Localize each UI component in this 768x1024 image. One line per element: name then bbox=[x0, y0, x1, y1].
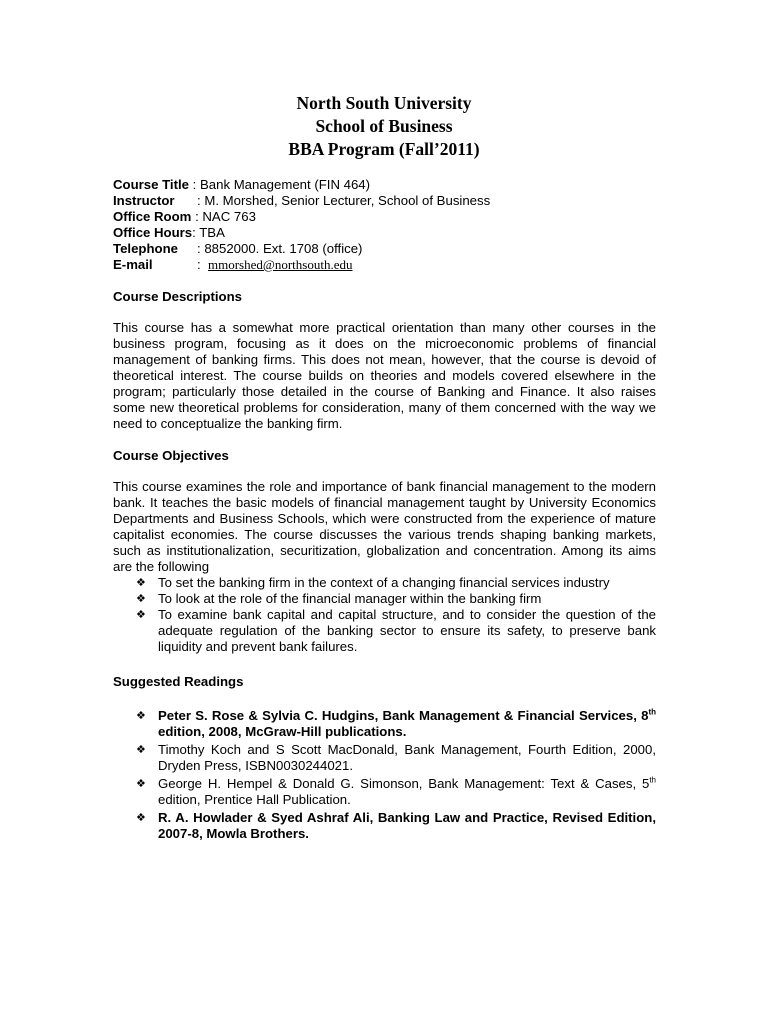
course-objectives-heading: Course Objectives bbox=[113, 448, 229, 463]
email-separator: : bbox=[197, 257, 208, 272]
readings-list bbox=[113, 708, 656, 842]
diamond-bullet-icon: ❖ bbox=[136, 743, 146, 756]
diamond-bullet-icon: ❖ bbox=[136, 576, 146, 589]
reading-text: R. A. Howlader & Syed Ashraf Ali, Banking Law and Practice, Revised Edition, 2007-8, Mowla Brothers. bbox=[158, 810, 656, 841]
office-room-row bbox=[113, 209, 490, 225]
course-title-label: Course Title bbox=[113, 177, 189, 192]
course-info-block bbox=[113, 177, 490, 273]
course-title-value: : Bank Management (FIN 464) bbox=[188, 177, 371, 192]
suggested-readings-heading: Suggested Readings bbox=[113, 674, 244, 689]
reading-text-tail: edition, Prentice Hall Publication. bbox=[158, 792, 351, 807]
office-hours-value: : TBA bbox=[192, 225, 225, 240]
instructor-row bbox=[113, 193, 490, 209]
reading-text: George H. Hempel & Donald G. Simonson, Bank Management: Text & Cases, 5 bbox=[158, 776, 650, 791]
telephone-value: : 8852000. Ext. 1708 (office) bbox=[197, 241, 363, 256]
course-descriptions-text bbox=[113, 320, 656, 432]
list-item bbox=[113, 575, 656, 591]
list-item bbox=[113, 708, 656, 740]
diamond-bullet-icon: ❖ bbox=[136, 811, 146, 824]
course-descriptions-paragraph: This course has a somewhat more practical orientation than many other courses in the business program, focusing as it does on the microeconomic problems of financial management of banking firms. This does not mean, however, that the course is devoid of theoretical interest. The course builds on theories and models covered elsewhere in the program; particularly those detailed in the course of Banking and Finance. It also raises some new theoretical problems for consideration, many of them concerned with the way we need to conceptualize the banking firm. bbox=[113, 320, 656, 431]
email-label: E-mail bbox=[113, 257, 153, 272]
course-objectives-paragraph: This course examines the role and importance of bank financial management to the modern bank. It teaches the basic models of financial management taught by University Economics Departments and Business Schools, which were constructed from the experience of mature capitalist economies. The course discusses the various trends shaping banking markets, such as institutionalization, securitization, globalization and concentration. Among its aims are the following bbox=[113, 479, 656, 574]
reading-superscript: th bbox=[648, 707, 656, 717]
instructor-label: Instructor bbox=[113, 193, 175, 208]
aim-text: To look at the role of the financial manager within the banking firm bbox=[158, 591, 542, 606]
diamond-bullet-icon: ❖ bbox=[136, 608, 146, 621]
telephone-row bbox=[113, 241, 490, 257]
office-hours-row bbox=[113, 225, 490, 241]
office-hours-label: Office Hours bbox=[113, 225, 193, 240]
program-title: BBA Program (Fall’2011) bbox=[288, 139, 480, 159]
course-descriptions-heading: Course Descriptions bbox=[113, 289, 242, 304]
reading-text-tail: edition, 2008, McGraw-Hill publications. bbox=[158, 724, 407, 739]
list-item bbox=[113, 810, 656, 842]
aim-text: To examine bank capital and capital structure, and to consider the question of the adequate regulation of the banking sector to ensure its safety, to preserve bank liquidity and prevent bank failures. bbox=[158, 607, 656, 654]
aim-text: To set the banking firm in the context of a changing financial services industry bbox=[158, 575, 610, 590]
email-link[interactable]: mmorshed@northsouth.edu bbox=[208, 257, 353, 272]
telephone-label: Telephone bbox=[113, 241, 178, 256]
list-item bbox=[113, 776, 656, 808]
school-name: School of Business bbox=[315, 116, 453, 136]
instructor-value: : M. Morshed, Senior Lecturer, School of Business bbox=[197, 193, 491, 208]
course-objectives-text bbox=[113, 479, 656, 575]
course-title-row bbox=[113, 177, 490, 193]
diamond-bullet-icon: ❖ bbox=[136, 592, 146, 605]
list-item bbox=[113, 742, 656, 774]
diamond-bullet-icon: ❖ bbox=[136, 709, 146, 722]
list-item bbox=[113, 591, 656, 607]
office-room-label: Office Room bbox=[113, 209, 192, 224]
email-row bbox=[113, 257, 490, 273]
list-item bbox=[113, 607, 656, 655]
diamond-bullet-icon: ❖ bbox=[136, 777, 146, 790]
university-name: North South University bbox=[296, 93, 472, 113]
reading-text: Timothy Koch and S Scott MacDonald, Bank Management, Fourth Edition, 2000, Dryden Press, ISBN0030244021. bbox=[158, 742, 656, 773]
document-header bbox=[0, 92, 768, 161]
reading-superscript: th bbox=[649, 775, 656, 785]
reading-text: Peter S. Rose & Sylvia C. Hudgins, Bank Management & Financial Services, 8 bbox=[158, 708, 649, 723]
course-aims-list bbox=[113, 575, 656, 655]
office-room-value: : NAC 763 bbox=[191, 209, 256, 224]
